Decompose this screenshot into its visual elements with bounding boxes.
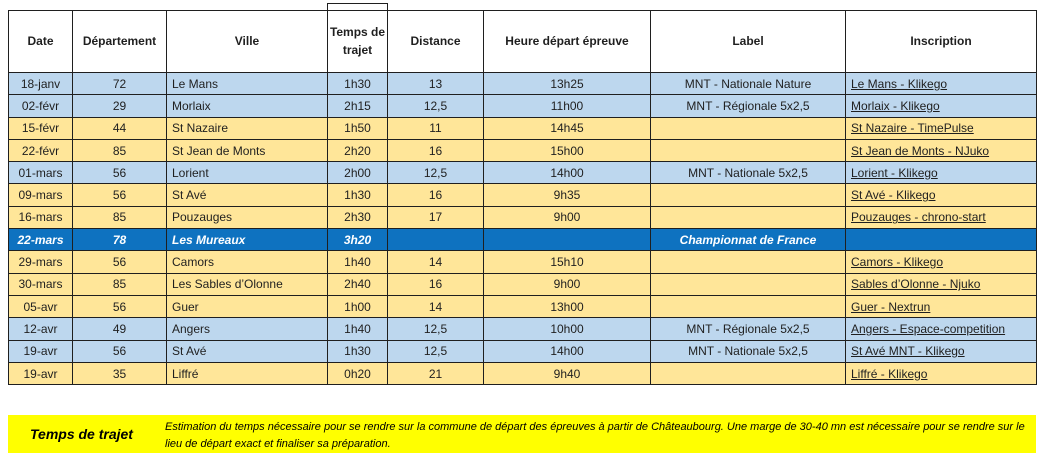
col-header-heure: Heure départ épreuve xyxy=(484,11,651,73)
cell-ville: Pouzauges xyxy=(167,206,328,228)
cell-date: 22-mars xyxy=(9,229,73,251)
cell-inscription xyxy=(846,295,1037,317)
inscription-link[interactable]: St Nazaire - TimePulse xyxy=(851,121,974,136)
cell-heure: 9h00 xyxy=(484,273,651,295)
inscription-link[interactable]: St Avé - Klikego xyxy=(851,188,936,203)
cell-departement: 49 xyxy=(73,318,167,340)
cell-distance: 12,5 xyxy=(388,318,484,340)
cell-departement: 35 xyxy=(73,362,167,384)
cell-date: 05-avr xyxy=(9,295,73,317)
cell-ville: Camors xyxy=(167,251,328,273)
cell-distance: 16 xyxy=(388,139,484,161)
cell-temps: 2h00 xyxy=(328,162,388,184)
cell-inscription xyxy=(846,139,1037,161)
header-row xyxy=(9,11,1037,73)
table-row xyxy=(9,73,1037,95)
cell-ville: Liffré xyxy=(167,362,328,384)
cell-departement: 56 xyxy=(73,162,167,184)
table-row xyxy=(9,295,1037,317)
cell-label xyxy=(651,206,846,228)
cell-label: Championnat de France xyxy=(651,229,846,251)
cell-temps: 1h30 xyxy=(328,184,388,206)
cell-label: MNT - Nationale 5x2,5 xyxy=(651,162,846,184)
cell-departement: 44 xyxy=(73,117,167,139)
inscription-link[interactable]: Angers - Espace-competition xyxy=(851,321,1006,336)
cell-ville: Le Mans xyxy=(167,73,328,95)
cell-date: 19-avr xyxy=(9,362,73,384)
cell-heure: 14h45 xyxy=(484,117,651,139)
cell-departement: 72 xyxy=(73,73,167,95)
cell-date: 29-mars xyxy=(9,251,73,273)
col-header-date: Date xyxy=(9,11,73,73)
cell-label xyxy=(651,362,846,384)
inscription-link[interactable]: St Jean de Monts - NJuko xyxy=(851,143,990,158)
table-row xyxy=(9,117,1037,139)
cell-ville: Lorient xyxy=(167,162,328,184)
table-row xyxy=(9,184,1037,206)
col-header-departement: Département xyxy=(73,11,167,73)
cell-date: 18-janv xyxy=(9,73,73,95)
cell-departement: 78 xyxy=(73,229,167,251)
cell-heure: 15h00 xyxy=(484,139,651,161)
cell-date: 15-févr xyxy=(9,117,73,139)
cell-heure: 15h10 xyxy=(484,251,651,273)
inscription-link[interactable]: Le Mans - Klikego xyxy=(851,76,948,91)
inscription-link[interactable]: St Avé MNT - Klikego xyxy=(851,344,965,359)
cell-label: MNT - Nationale 5x2,5 xyxy=(651,340,846,362)
cell-distance: 14 xyxy=(388,295,484,317)
cell-departement: 85 xyxy=(73,206,167,228)
inscription-link[interactable]: Pouzauges - chrono-start xyxy=(851,210,986,225)
cell-inscription xyxy=(846,73,1037,95)
cell-ville: St Jean de Monts xyxy=(167,139,328,161)
cell-date: 12-avr xyxy=(9,318,73,340)
cell-label xyxy=(651,273,846,295)
cell-heure: 14h00 xyxy=(484,340,651,362)
cell-departement: 29 xyxy=(73,95,167,117)
cell-departement: 56 xyxy=(73,251,167,273)
cell-label xyxy=(651,184,846,206)
cell-temps: 1h00 xyxy=(328,295,388,317)
cell-ville: St Nazaire xyxy=(167,117,328,139)
table-row xyxy=(9,162,1037,184)
table-row xyxy=(9,362,1037,384)
cell-ville: Guer xyxy=(167,295,328,317)
cell-heure: 14h00 xyxy=(484,162,651,184)
cell-temps: 1h50 xyxy=(328,117,388,139)
table-row xyxy=(9,273,1037,295)
cell-label: MNT - Nationale Nature xyxy=(651,73,846,95)
cell-label: MNT - Régionale 5x2,5 xyxy=(651,318,846,340)
col-header-distance: Distance xyxy=(388,11,484,73)
cell-inscription xyxy=(846,251,1037,273)
cell-date: 02-févr xyxy=(9,95,73,117)
col-header-ville: Ville xyxy=(167,11,328,73)
cell-inscription xyxy=(846,162,1037,184)
cell-inscription xyxy=(846,362,1037,384)
inscription-link[interactable]: Morlaix - Klikego xyxy=(851,98,940,113)
table-row xyxy=(9,206,1037,228)
cell-distance: 14 xyxy=(388,251,484,273)
cell-label xyxy=(651,295,846,317)
race-schedule-table xyxy=(8,10,1037,385)
cell-heure: 13h00 xyxy=(484,295,651,317)
table-row xyxy=(9,95,1037,117)
table-row xyxy=(9,251,1037,273)
cell-inscription xyxy=(846,184,1037,206)
travel-time-note xyxy=(8,415,1036,453)
cell-date: 16-mars xyxy=(9,206,73,228)
cell-label xyxy=(651,117,846,139)
cell-inscription xyxy=(846,117,1037,139)
cell-heure: 9h35 xyxy=(484,184,651,206)
cell-distance: 16 xyxy=(388,273,484,295)
table-row xyxy=(9,318,1037,340)
cell-departement: 85 xyxy=(73,139,167,161)
cell-date: 19-avr xyxy=(9,340,73,362)
cell-departement: 56 xyxy=(73,295,167,317)
cell-label xyxy=(651,139,846,161)
cell-departement: 56 xyxy=(73,340,167,362)
cell-ville: St Avé xyxy=(167,340,328,362)
cell-distance: 13 xyxy=(388,73,484,95)
cell-distance: 12,5 xyxy=(388,162,484,184)
cell-distance: 21 xyxy=(388,362,484,384)
cell-departement: 56 xyxy=(73,184,167,206)
cell-distance: 16 xyxy=(388,184,484,206)
col-header-temps: Temps de trajet xyxy=(328,11,388,73)
cell-ville: Les Mureaux xyxy=(167,229,328,251)
cell-temps: 1h30 xyxy=(328,73,388,95)
cell-distance: 12,5 xyxy=(388,340,484,362)
cell-inscription xyxy=(846,318,1037,340)
cell-date: 22-févr xyxy=(9,139,73,161)
cell-inscription xyxy=(846,273,1037,295)
table-row xyxy=(9,340,1037,362)
cell-date: 09-mars xyxy=(9,184,73,206)
cell-ville: Les Sables d’Olonne xyxy=(167,273,328,295)
cell-inscription xyxy=(846,229,1037,251)
cell-ville: Angers xyxy=(167,318,328,340)
cell-distance: 12,5 xyxy=(388,95,484,117)
cell-distance: 17 xyxy=(388,206,484,228)
cell-heure: 10h00 xyxy=(484,318,651,340)
cell-inscription xyxy=(846,206,1037,228)
cell-date: 30-mars xyxy=(9,273,73,295)
cell-heure: 11h00 xyxy=(484,95,651,117)
cell-departement: 85 xyxy=(73,273,167,295)
cell-inscription xyxy=(846,340,1037,362)
cell-heure xyxy=(484,229,651,251)
cell-temps: 0h20 xyxy=(328,362,388,384)
cell-label xyxy=(651,251,846,273)
cell-label: MNT - Régionale 5x2,5 xyxy=(651,95,846,117)
inscription-link[interactable]: Sables d’Olonne - Njuko xyxy=(851,277,981,292)
cell-distance: 11 xyxy=(388,117,484,139)
cell-heure: 9h40 xyxy=(484,362,651,384)
cell-temps: 3h20 xyxy=(328,229,388,251)
inscription-link[interactable]: Guer - Nextrun xyxy=(851,299,931,314)
cell-heure: 9h00 xyxy=(484,206,651,228)
cell-temps: 2h30 xyxy=(328,206,388,228)
table-row xyxy=(9,139,1037,161)
cell-date: 01-mars xyxy=(9,162,73,184)
cell-temps: 2h20 xyxy=(328,139,388,161)
cell-temps: 1h40 xyxy=(328,318,388,340)
cell-heure: 13h25 xyxy=(484,73,651,95)
col-header-inscription: Inscription xyxy=(846,11,1037,73)
cell-inscription xyxy=(846,95,1037,117)
inscription-link[interactable]: Lorient - Klikego xyxy=(851,165,938,180)
col-header-label: Label xyxy=(651,11,846,73)
cell-temps: 2h15 xyxy=(328,95,388,117)
table-row xyxy=(9,229,1037,251)
cell-temps: 1h40 xyxy=(328,251,388,273)
cell-temps: 1h30 xyxy=(328,340,388,362)
cell-distance xyxy=(388,229,484,251)
inscription-link[interactable]: Liffré - Klikego xyxy=(851,366,928,381)
inscription-link[interactable]: Camors - Klikego xyxy=(851,255,944,270)
note-text: Estimation du temps nécessaire pour se rendre sur la commune de départ des épreuves à partir de Châteaubourg. Une marge de 30-40 mn est nécessaire pour se rendre sur le lieu de départ exact et finaliser sa préparation. xyxy=(165,421,1025,451)
cell-temps: 2h40 xyxy=(328,273,388,295)
cell-ville: St Avé xyxy=(167,184,328,206)
note-title: Temps de trajet xyxy=(30,426,133,442)
cell-ville: Morlaix xyxy=(167,95,328,117)
